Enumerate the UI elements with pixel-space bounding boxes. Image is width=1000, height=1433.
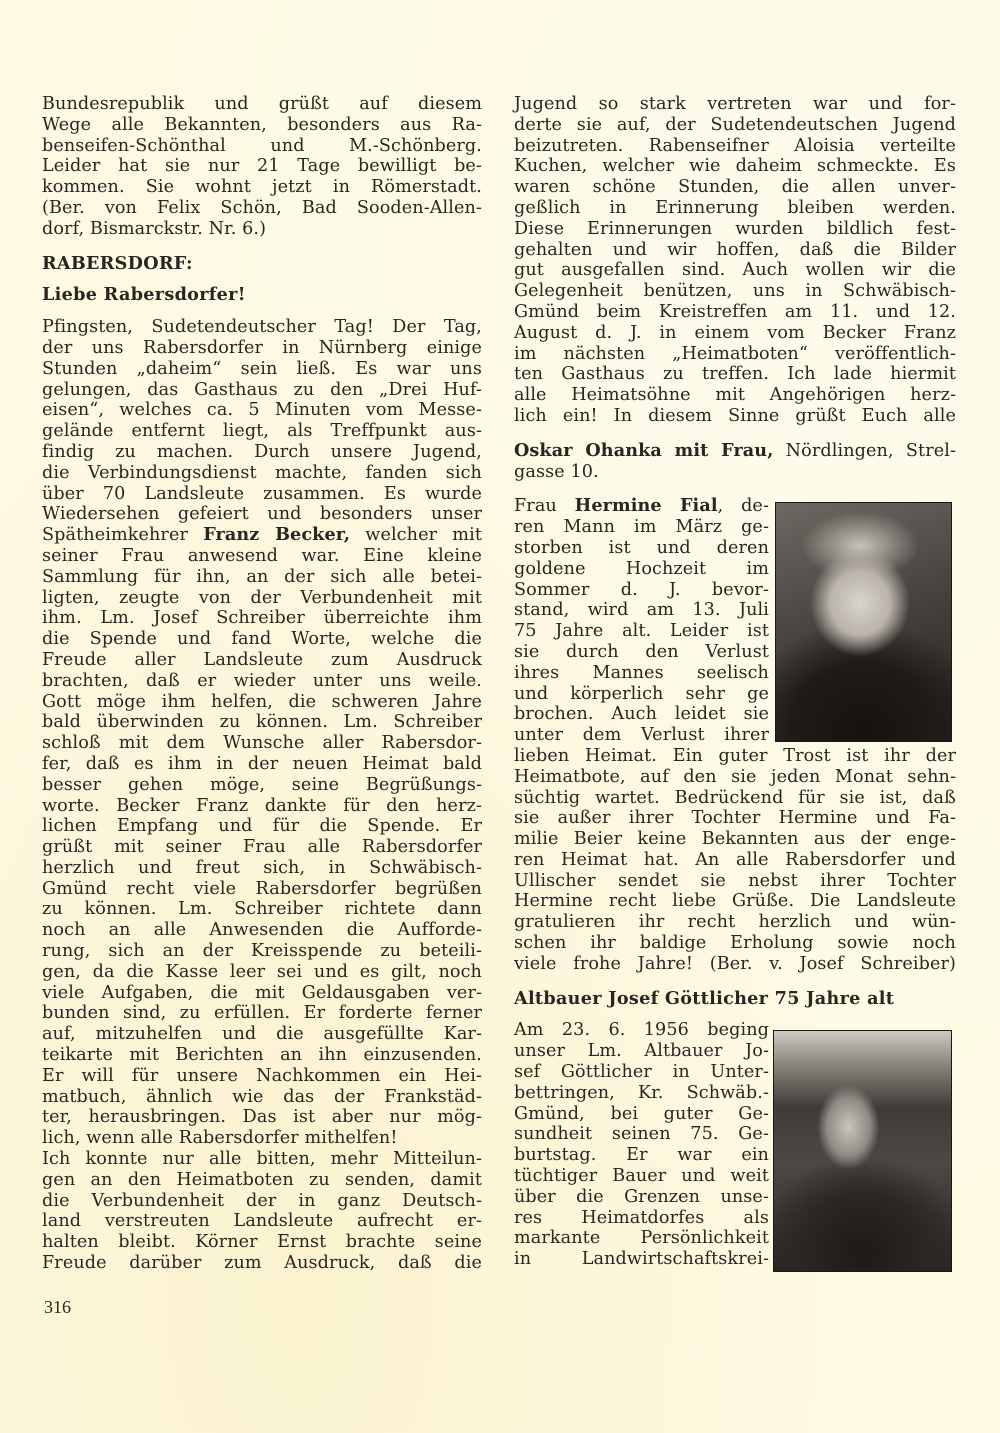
text-line: unser Lm. Altbauer Jo- <box>514 1041 769 1062</box>
text-line: die Verbundenheit der in ganz Deutsch- <box>42 1190 482 1211</box>
text-line: sie durch den Verlust <box>514 641 769 662</box>
text-line: schen ihr baldige Erholung sowie noch <box>514 933 956 954</box>
text-line: bald überwinden zu können. Lm. Schreiber <box>42 712 482 733</box>
text-line: ligten, zeugte von der Verbundenheit mit <box>42 587 482 608</box>
text-line: kommen. Sie wohnt jetzt in Römerstadt. <box>42 177 482 198</box>
text-line: tüchtiger Bauer und weit <box>514 1166 769 1187</box>
text-line: lieben Heimat. Ein guter Trost ist ihr der <box>514 745 956 766</box>
rabersdorf-letter <box>42 317 482 1274</box>
text-line: sundheit seinen 75. Ge- <box>514 1124 769 1145</box>
page-number: 316 <box>44 1297 71 1317</box>
text-line: gelungen, das Gasthaus zu den „Drei Huf- <box>42 379 482 400</box>
text-line: in Landwirtschaftskrei- <box>514 1249 769 1270</box>
text-line: die Verbindungsdienst machte, fanden sich <box>42 462 482 483</box>
text-line: ihres Mannes seelisch <box>514 662 769 683</box>
text-line: der uns Rabersdorfer in Nürnberg einige <box>42 337 482 358</box>
text-line: über 70 Landsleute zusammen. Es wurde <box>42 483 482 504</box>
text-line: Spätheimkehrer Franz Becker, welcher mit <box>42 524 482 546</box>
text-line: Ullischer sendet sie nebst ihrer Tochter <box>514 870 956 891</box>
text-line: Sommer d. J. bevor- <box>514 579 769 600</box>
section-heading: RABERSDORF: <box>42 252 193 274</box>
text-line: unter dem Verlust ihrer <box>514 725 769 746</box>
text-line: Sammlung für ihn, an der sich alle betei- <box>42 566 482 587</box>
text-line: worte. Becker Franz dankte für den herz- <box>42 795 482 816</box>
text-line: gen an den Heimatboten zu senden, damit <box>42 1169 482 1190</box>
text-line: Freude darüber zum Ausdruck, daß die <box>42 1253 482 1274</box>
text-line: beizutreten. Rabenseifner Aloisia verteilte <box>514 135 956 156</box>
text-line: zu können. Lm. Schreiber richtete dann <box>42 899 482 920</box>
text-line: Kuchen, welcher wie daheim schmeckte. Es <box>514 156 956 177</box>
person-name: Hermine Fial <box>574 495 718 517</box>
text-line: Heimatbote, auf den sie jeden Monat sehn- <box>514 766 956 787</box>
text-line: storben ist und deren <box>514 537 769 558</box>
text-line: dorf, Bismarckstr. Nr. 6.) <box>42 218 267 239</box>
text-line: auf, mitzuhelfen und die ausgefüllte Kar- <box>42 1024 482 1045</box>
text-line: burtstag. Er war ein <box>514 1145 769 1166</box>
text-line: und körperlich sehr ge <box>514 683 769 704</box>
text-line: gehalten und wir hoffen, daß die Bilder <box>514 239 956 260</box>
text-line: seiner Frau anwesend war. Eine kleine <box>42 545 482 566</box>
text-line: land verstreuten Landsleute aufrecht er- <box>42 1211 482 1232</box>
intro-paragraph <box>42 94 482 240</box>
text-line: lich ein! In diesem Sinne grüßt Euch alle <box>514 405 956 426</box>
text-line: ihm. Lm. Josef Schreiber überreichte ihm <box>42 608 482 629</box>
text-line: Gott möge ihm helfen, die schweren Jahre <box>42 691 482 712</box>
text-line: Diese Erinnerungen wurden bildlich fest- <box>514 218 956 239</box>
text-line: sef Göttlicher in Unter- <box>514 1062 769 1083</box>
text-line: 75 Jahre alt. Leider ist <box>514 621 769 642</box>
text-line: Am 23. 6. 1956 beging <box>514 1020 769 1041</box>
fial-article-continued <box>514 746 956 975</box>
text-line: lichen Empfang und für die Spende. Er <box>42 816 482 837</box>
text-line: schloß mit dem Wunsche aller Rabersdor- <box>42 733 482 754</box>
text-line: ter, herausbringen. Das ist aber nur mög- <box>42 1107 482 1128</box>
text-line: brochen. Auch leidet sie <box>514 704 769 725</box>
text-line: ren Heimat hat. An alle Rabersdorfer und <box>514 849 956 870</box>
text-line: Frau Hermine Fial, de- <box>514 495 769 517</box>
text-line: gelände entfernt liegt, als Treffpunkt aus- <box>42 421 482 442</box>
person-name: Franz Becker, <box>203 524 351 546</box>
text-line: Gmünd recht viele Rabersdorfer begrüßen <box>42 878 482 899</box>
text-line: eisen“, welches ca. 5 Minuten vom Messe- <box>42 400 482 421</box>
text-line: süchtig wartet. Bedrückend für sie ist, daß <box>514 787 956 808</box>
signature-name: Oskar Ohanka mit Frau, <box>514 439 774 461</box>
text-line: Freude aller Landsleute zum Ausdruck <box>42 649 482 670</box>
text-line: gen, da die Kasse leer sei und es gilt, noch <box>42 961 482 982</box>
text-line: Bundesrepublik und grüßt auf diesem <box>42 94 482 114</box>
text-line: im nächsten „Heimatboten“ veröffentlich- <box>514 343 956 364</box>
salutation: Liebe Rabersdorfer! <box>42 284 246 306</box>
text-line: benseifen-Schönthal und M.-Schönberg. <box>42 135 482 156</box>
text-line: Wiedersehen gefeiert und besonders unser <box>42 504 482 525</box>
text-line: Oskar Ohanka mit Frau, Nördlingen, Strel- <box>514 439 956 461</box>
text-line: viele Aufgaben, die mit Geldausgaben ver- <box>42 982 482 1003</box>
portrait-photo-josef-goettlicher <box>773 1030 952 1272</box>
text-line: sie außer ihrer Tochter Hermine und Fa- <box>514 808 956 829</box>
text-line: brachten, daß er wieder unter uns weile. <box>42 670 482 691</box>
text-line: Gmünd, bei guter Ge- <box>514 1103 769 1124</box>
text-line: gut ausgefallen sind. Auch wollen wir die <box>514 260 956 281</box>
text-line: Er will für unsere Nachkommen ein Hei- <box>42 1065 482 1086</box>
text-line: fer, daß es ihm in der neuen Heimat bald <box>42 753 482 774</box>
text-line: teikarte mit Berichten an ihn einzusenden. <box>42 1045 482 1066</box>
text-line: lich, wenn alle Rabersdorfer mithelfen! <box>42 1128 398 1149</box>
left-column <box>42 94 482 1274</box>
text-line: stand, wird am 13. Juli <box>514 600 769 621</box>
text-line: August d. J. in einem vom Becker Franz <box>514 322 956 343</box>
text-line: milie Beier keine Bekannten aus der enge- <box>514 829 956 850</box>
text-line: res Heimatdorfes als <box>514 1207 769 1228</box>
article-heading: Altbauer Josef Göttlicher 75 Jahre alt <box>514 987 895 1009</box>
text-line: bunden sind, zu erfüllen. Er forderte ferner <box>42 1003 482 1024</box>
text-line: über die Grenzen unse- <box>514 1186 769 1207</box>
text-line: findig zu machen. Durch unsere Jugend, <box>42 441 482 462</box>
text-line: alle Heimatsöhne mit Angehörigen herz- <box>514 385 956 406</box>
letter-continuation <box>514 94 956 427</box>
text-line: ten Gasthaus zu treffen. Ich lade hiermit <box>514 364 956 385</box>
text-line: bettringen, Kr. Schwäb.- <box>514 1082 769 1103</box>
text-line: Jugend so stark vertreten war und for- <box>514 94 956 114</box>
text-line: gasse 10. <box>514 461 599 482</box>
text-line: goldene Hochzeit im <box>514 558 769 579</box>
text-line: Leider hat sie nur 21 Tage bewilligt be- <box>42 156 482 177</box>
text-line: (Ber. von Felix Schön, Bad Sooden-Allen- <box>42 197 482 218</box>
text-line: ren Mann im März ge- <box>514 517 769 538</box>
text-line: herzlich und freut sich, in Schwäbisch- <box>42 857 482 878</box>
text-line: viele frohe Jahre! (Ber. v. Josef Schreiber) <box>514 953 956 974</box>
portrait-photo-hermine-fial <box>775 502 952 742</box>
text-line: rung, sich an der Kreisspende zu beteili- <box>42 941 482 962</box>
text-line: grüßt mit seiner Frau alle Rabersdorfer <box>42 837 482 858</box>
text-line: Hermine recht liebe Grüße. Die Landsleute <box>514 891 956 912</box>
text-line: Pfingsten, Sudetendeutscher Tag! Der Tag, <box>42 317 482 338</box>
text-line: waren schöne Stunden, die allen unver- <box>514 177 956 198</box>
text-line: Wege alle Bekannten, besonders aus Ra- <box>42 114 482 135</box>
letter-signature <box>514 441 956 483</box>
text-line: gratulieren ihr recht herzlich und wün- <box>514 912 956 933</box>
text-line: derte sie auf, der Sudetendeutschen Jugend <box>514 114 956 135</box>
text-line: matbuch, ähnlich wie das der Frankstäd- <box>42 1086 482 1107</box>
text-line: die Spende und fand Worte, welche die <box>42 629 482 650</box>
text-line: Stunden „daheim“ sein ließ. Es war uns <box>42 358 482 379</box>
text-line: besser gehen möge, seine Begrüßungs- <box>42 774 482 795</box>
text-line: Gmünd beim Kreistreffen am 11. und 12. <box>514 301 956 322</box>
text-line: halten bleibt. Körner Ernst brachte seine <box>42 1232 482 1253</box>
text-line: noch an alle Anwesenden die Aufforde- <box>42 920 482 941</box>
text-line: geßlich in Erinnerung bleiben werden. <box>514 197 956 218</box>
text-line: markante Persönlichkeit <box>514 1228 769 1249</box>
text-line: Ich konnte nur alle bitten, mehr Mitteilun- <box>42 1149 482 1170</box>
text-line: Gelegenheit benützen, uns in Schwäbisch- <box>514 281 956 302</box>
